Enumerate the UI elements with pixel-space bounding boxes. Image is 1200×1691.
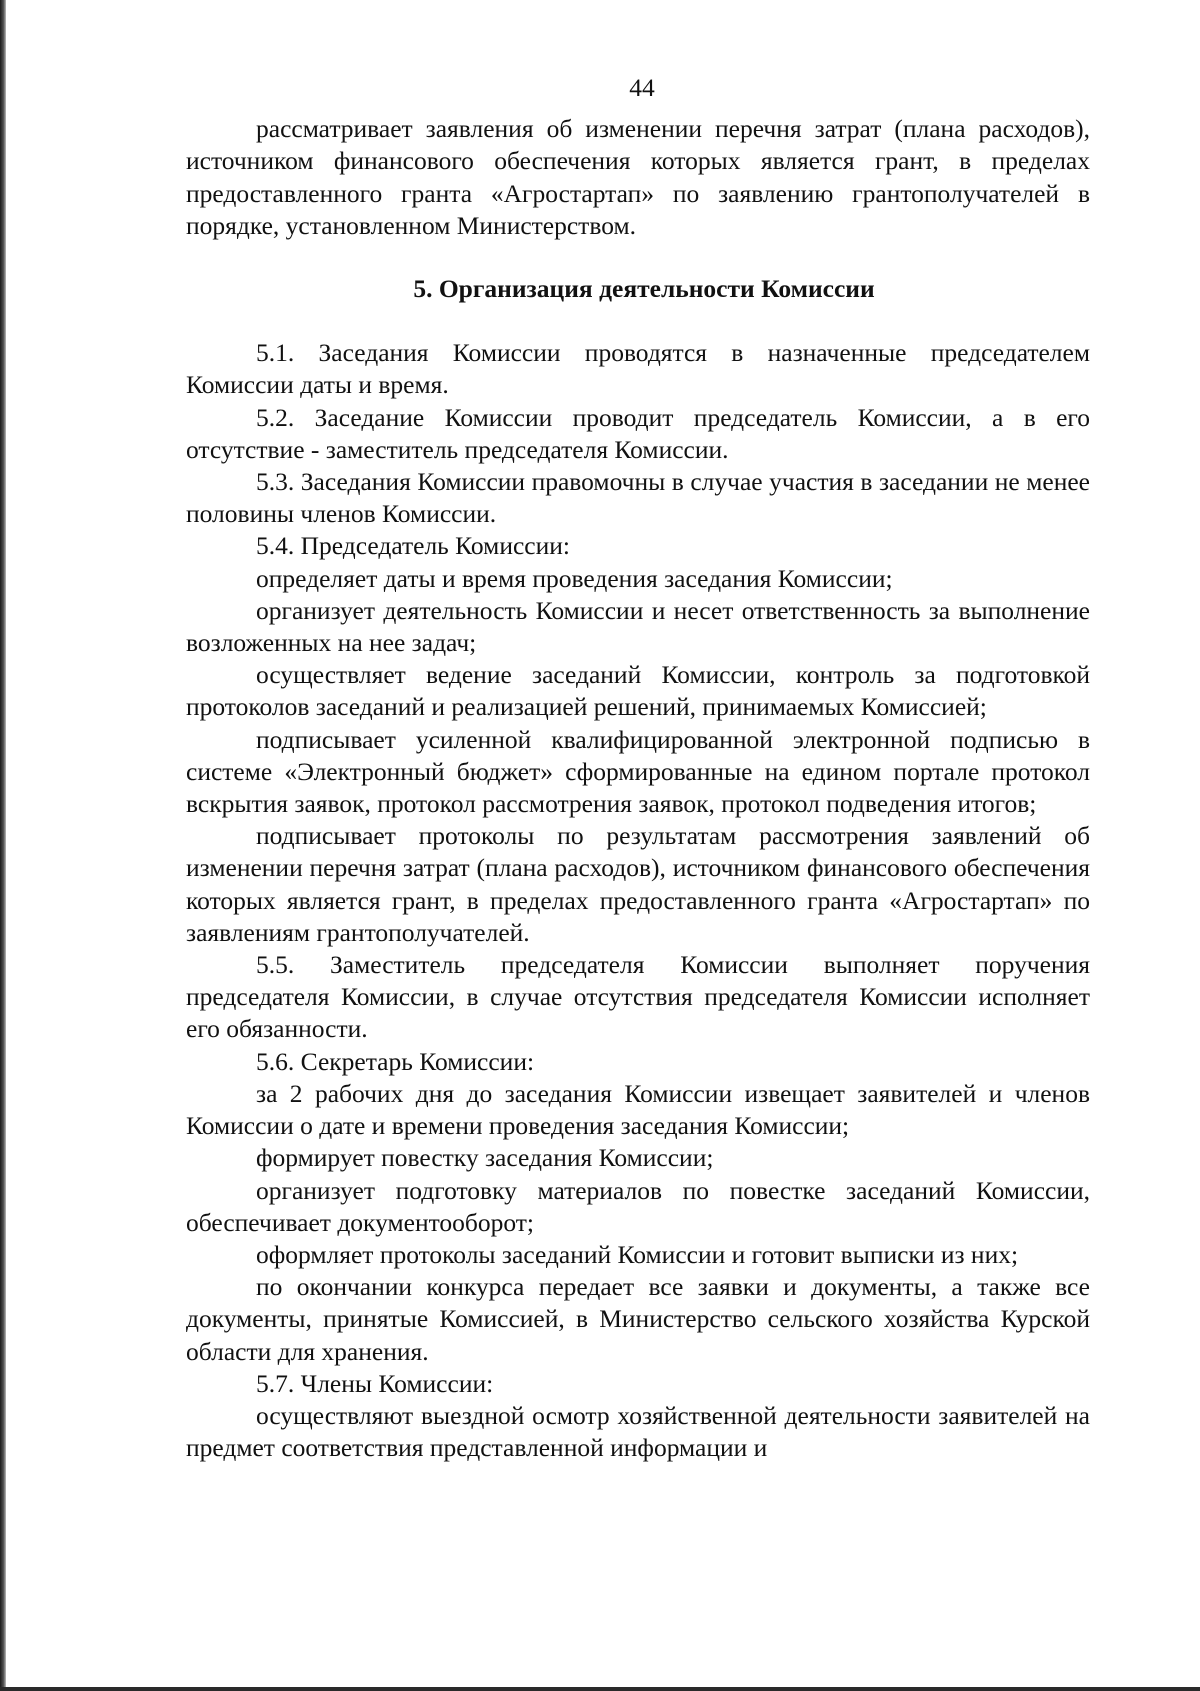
paragraph-chair-duty-5: подписывает протоколы по результатам рассмотрения заявлений об изменении перечня затрат (плана расходов), источником финансового обеспечения которых является грант, в пределах предоставленного гранта «Агростартап» по заявлениям грантополучателей. (186, 821, 1090, 947)
paragraph-secretary-duty-5: по окончании конкурса передает все заявки и документы, а также все документы, принятые Комиссией, в Министерство сельского хозяйства Курской области для хранения. (186, 1272, 1090, 1366)
paragraph-5-4: 5.4. Председатель Комиссии: (256, 531, 570, 561)
paragraph-secretary-duty-1: за 2 рабочих дня до заседания Комиссии извещает заявителей и членов Комиссии о дате и времени проведения заседания Комиссии; (186, 1078, 1090, 1141)
paragraph-5-5: 5.5. Заместитель председателя Комиссии выполняет поручения председателя Комиссии, в случае отсутствия председателя Комиссии исполняет его обязанности. (186, 950, 1090, 1044)
scan-edge-bottom (0, 1687, 1200, 1691)
paragraph-5-1: 5.1. Заседания Комиссии проводятся в назначенные председателем Комиссии даты и время. (186, 338, 1090, 400)
paragraph-5-6: 5.6. Секретарь Комиссии: (256, 1046, 535, 1076)
document-page (186, 72, 1090, 1464)
scan-edge-left (0, 0, 6, 1691)
intro-paragraph: рассматривает заявления об изменении перечня затрат (плана расходов), источником финансового обеспечения которых является грант, в пределах предоставленного гранта «Агростартап» по заявлению грантополучателей в порядке, установленном Министерством. (186, 114, 1090, 240)
section-title: 5. Организация деятельности Комиссии (413, 274, 875, 304)
paragraph-secretary-duty-2: формирует повестку заседания Комиссии; (256, 1143, 714, 1173)
paragraph-secretary-duty-3: организует подготовку материалов по повестке заседаний Комиссии, обеспечивает документооборот; (186, 1175, 1090, 1237)
paragraph-secretary-duty-4: оформляет протоколы заседаний Комиссии и готовит выписки из них; (256, 1239, 1019, 1269)
page-number: 44 (629, 73, 655, 102)
paragraph-5-2: 5.2. Заседание Комиссии проводит председатель Комиссии, а в его отсутствие - заместитель председателя Комиссии. (186, 402, 1090, 464)
paragraph-5-3: 5.3. Заседания Комиссии правомочны в случае участия в заседании не менее половины членов Комиссии. (186, 467, 1090, 529)
paragraph-chair-duty-4: подписывает усиленной квалифицированной электронной подписью в системе «Электронный бюджет» сформированные на едином портале протокол вскрытия заявок, протокол рассмотрения заявок, протокол подведения итогов; (186, 724, 1090, 819)
paragraph-members-duty-1: осуществляют выездной осмотр хозяйственной деятельности заявителей на предмет соответствия представленной информации и (186, 1400, 1090, 1463)
paragraph-chair-duty-2: организует деятельность Комиссии и несет ответственность за выполнение возложенных на нее задач; (186, 595, 1090, 658)
paragraph-5-7: 5.7. Члены Комиссии: (256, 1368, 494, 1398)
paragraph-chair-duty-3: осуществляет ведение заседаний Комиссии, контроль за подготовкой протоколов заседаний и реализацией решений, принимаемых Комиссией; (186, 660, 1090, 722)
paragraph-chair-duty-1: определяет даты и время проведения заседания Комиссии; (256, 563, 893, 593)
